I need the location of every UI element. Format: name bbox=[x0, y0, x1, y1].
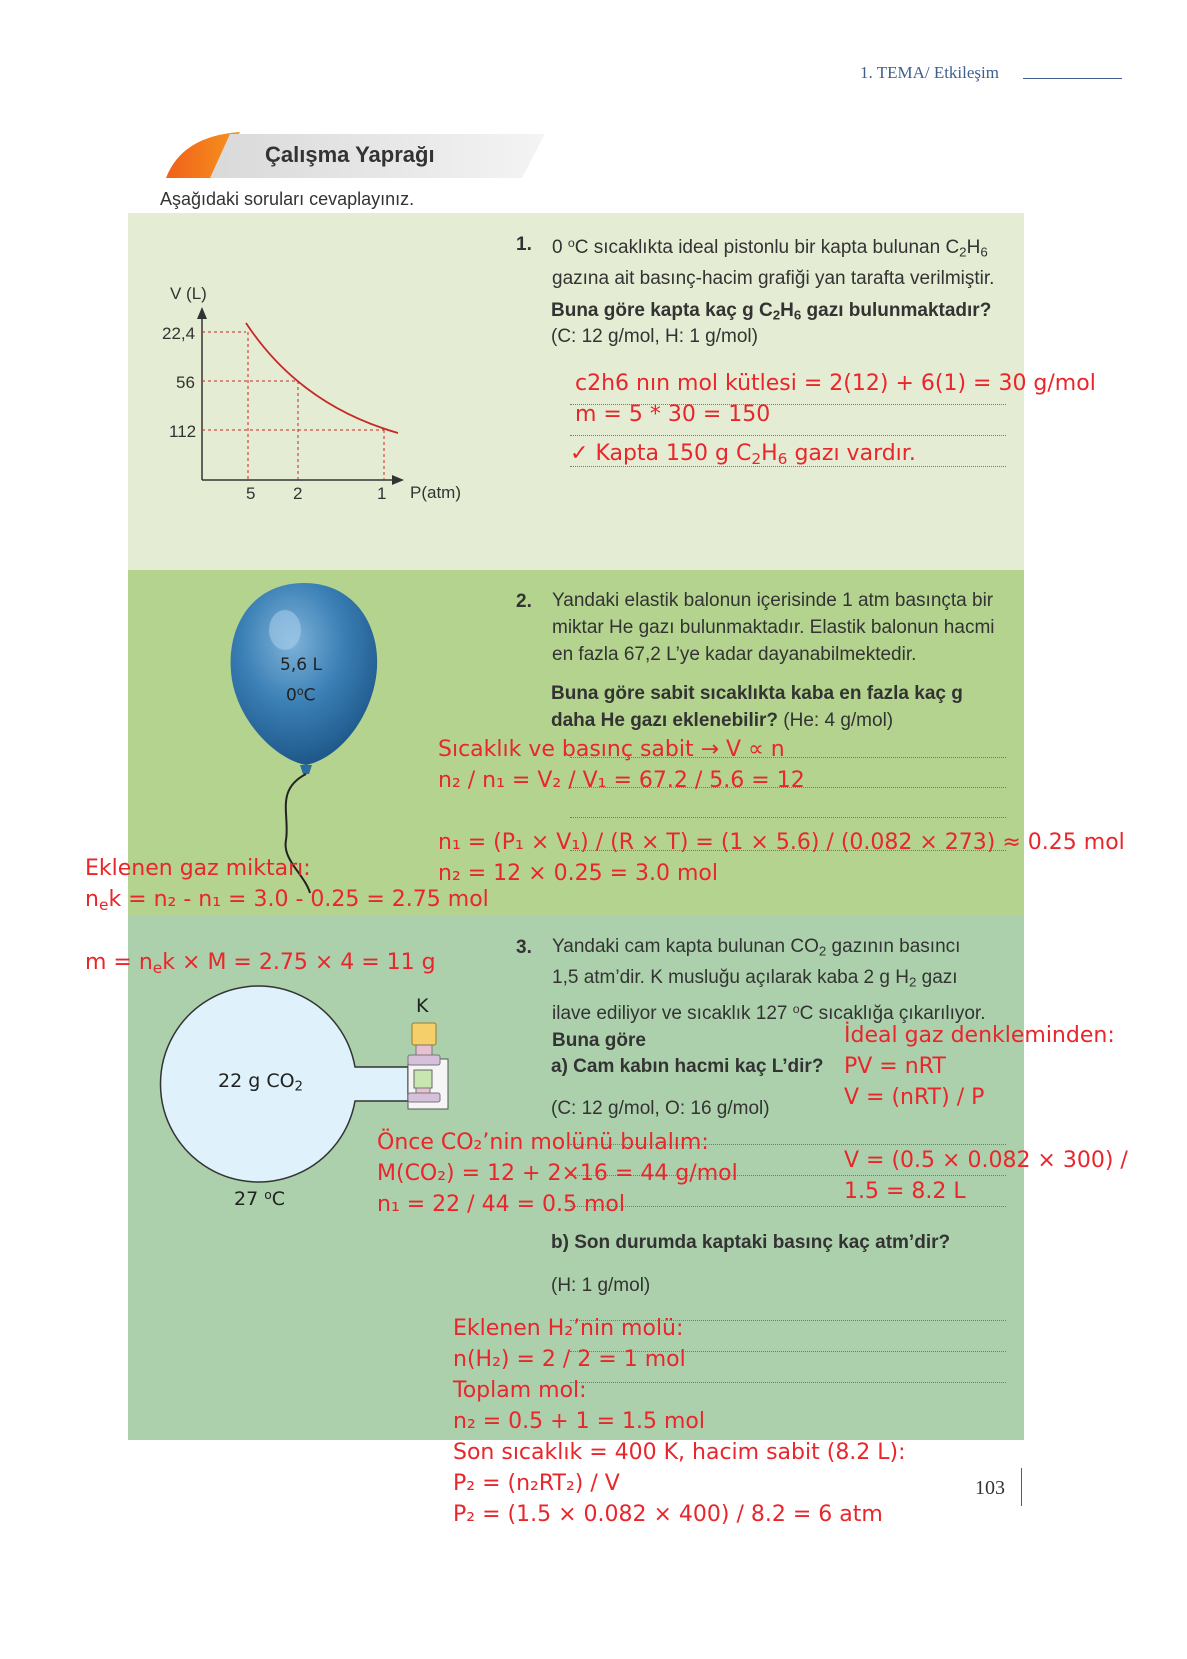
header-rule bbox=[1023, 78, 1122, 79]
q2-answer-line: $n_ek = n_2 - n_1 = 3.0 - 0.25 = 2.75$ mol bbox=[85, 887, 489, 914]
check-icon: ✓ bbox=[570, 441, 589, 466]
q3b-answer-line: Son sıcaklık = 400 K, hacim sabit (8.2 L): bbox=[453, 1440, 906, 1465]
y-tick-label: 56 bbox=[176, 373, 195, 392]
q1-answer-line: c2h6 nın mol kütlesi = 2(12) + 6(1) = 30 g/mol bbox=[575, 371, 1096, 396]
x-tick-label: 2 bbox=[293, 484, 303, 503]
balloon-temperature: 0$^o$C bbox=[286, 685, 316, 706]
y-tick-label: 22,4 bbox=[162, 324, 196, 343]
q2-answer-line: Eklenen gaz miktarı: bbox=[85, 856, 311, 881]
pv-curve bbox=[246, 323, 398, 433]
theme-header: 1. TEMA/ Etkileşim bbox=[860, 63, 999, 82]
q3b-answer-line: n₂ = 0.5 + 1 = 1.5 mol bbox=[453, 1409, 705, 1434]
page-number-rule bbox=[1021, 1468, 1022, 1506]
q3b-answer-line: Toplam mol: bbox=[453, 1378, 587, 1403]
x-axis-label: P(atm) bbox=[410, 483, 461, 502]
q3a-answer-line: n₁ = 22 / 44 = 0.5 mol bbox=[377, 1192, 625, 1217]
answer-line bbox=[570, 1382, 1006, 1383]
y-tick-label: 112 bbox=[169, 422, 197, 441]
question-3a-given: (C: 12 g/mol, O: 16 g/mol) bbox=[551, 1098, 770, 1119]
q3a-answer-line: Önce CO₂’nin molünü bulalım: bbox=[377, 1130, 709, 1155]
q3b-answer-line: Eklenen H₂’nin molü: bbox=[453, 1316, 684, 1341]
question-1-text: 0 $^o$C sıcaklıkta ideal pistonlu bir kapta bulunan $C_2H_6$ gazına ait basınç-hacim grafiği yan tarafta verilmiştir. bbox=[552, 236, 995, 290]
q3a-answer-line: İdeal gaz denkleminden: bbox=[844, 1023, 1115, 1048]
q2-answer-line: n₂ / n₁ = V₂ / V₁ = 67.2 / 5.6 = 12 bbox=[438, 768, 805, 793]
question-1-given: (C: 12 g/mol, H: 1 g/mol) bbox=[551, 326, 758, 347]
question-3b: b) Son durumda kaptaki basınç kaç atm’dir? bbox=[551, 1232, 951, 1253]
q3a-answer-line: 1.5 = 8.2 L bbox=[844, 1179, 966, 1204]
y-axis-label: V (L) bbox=[170, 284, 207, 303]
q2-answer-line: Sıcaklık ve basınç sabit → V ∝ n bbox=[438, 737, 785, 762]
question-3b-given: (H: 1 g/mol) bbox=[551, 1275, 651, 1296]
question-3-text: Yandaki cam kapta bulunan $CO_2$ gazının basıncı 1,5 atm’dir. K musluğu açılarak kaba 2 g $H_2$ gazı ilave ediliyor ve sıcaklık 127 $^o$C sıcaklığa çıkarılıyor. Buna göre bbox=[552, 936, 986, 1051]
x-axis-arrow bbox=[392, 475, 404, 485]
q2-answer-line: n₂ = 12 × 0.25 = 3.0 mol bbox=[438, 861, 718, 886]
q3b-answer-line: n(H₂) = 2 / 2 = 1 mol bbox=[453, 1347, 686, 1372]
x-tick-label: 5 bbox=[246, 484, 256, 503]
flask-content: 22 g $CO_2$ bbox=[218, 1070, 304, 1095]
question-1-ask: Buna göre kapta kaç g $C_2H_6$ gazı bulunmaktadır? bbox=[551, 300, 992, 323]
guide-lines bbox=[202, 332, 384, 480]
worksheet-instruction: Aşağıdaki soruları cevaplayınız. bbox=[160, 189, 415, 209]
q3a-answer-line: V = (nRT) / P bbox=[844, 1085, 985, 1110]
q3b-answer-line: P₂ = (1.5 × 0.082 × 400) / 8.2 = 6 atm bbox=[453, 1502, 883, 1527]
question-2-text: Yandaki elastik balonun içerisinde 1 atm basınçta bir miktar He gazı bulunmaktadır. Elastik balonun hacmi en fazla 67,2 L’ye kadar dayanabilmektedir. bbox=[552, 590, 995, 665]
balloon-volume: 5,6 L bbox=[280, 655, 322, 675]
q2-answer-line: $m = n_ek \times M = 2.75 \times 4 = 11$ g bbox=[85, 950, 436, 977]
y-axis-arrow bbox=[197, 307, 207, 319]
balloon-illustration bbox=[220, 575, 400, 895]
answer-line bbox=[570, 817, 1006, 818]
answer-line bbox=[570, 435, 1006, 436]
q3b-answer-line: P₂ = (n₂RT₂) / V bbox=[453, 1471, 620, 1496]
page-number: 103 bbox=[975, 1477, 1005, 1499]
q3a-answer-line: PV = nRT bbox=[844, 1054, 946, 1079]
q2-answer-line: n₁ = (P₁ × V₁) / (R × T) = (1 × 5.6) / (0.082 × 273) ≈ 0.25 mol bbox=[438, 830, 1125, 855]
worksheet-title: Çalışma Yaprağı bbox=[265, 142, 435, 167]
question-2-ask: Buna göre sabit sıcaklıkta kaba en fazla kaç g daha He gazı eklenebilir? (He: 4 g/mol) bbox=[551, 683, 963, 731]
pv-graph bbox=[150, 275, 480, 515]
question-2-number: 2. bbox=[516, 591, 532, 612]
question-1-number: 1. bbox=[516, 234, 532, 255]
valve-handle bbox=[412, 1023, 436, 1045]
valve-label: K bbox=[416, 995, 429, 1017]
q1-answer-conclusion: ✓ Kapta 150 g $C_2H_6$ gazı vardır. bbox=[570, 441, 916, 468]
q1-answer-line: m = 5 * 30 = 150 bbox=[575, 402, 771, 427]
balloon-knot bbox=[300, 765, 312, 774]
question-3-number: 3. bbox=[516, 937, 532, 958]
q3a-answer-line: V = (0.5 × 0.082 × 300) / bbox=[844, 1148, 1128, 1173]
q3a-answer-line: M(CO₂) = 12 + 2×16 = 44 g/mol bbox=[377, 1161, 738, 1186]
question-3a: a) Cam kabın hacmi kaç L’dir? bbox=[551, 1056, 824, 1077]
flask-temperature: 27 $^o$C bbox=[234, 1188, 286, 1211]
x-tick-label: 1 bbox=[377, 484, 387, 503]
